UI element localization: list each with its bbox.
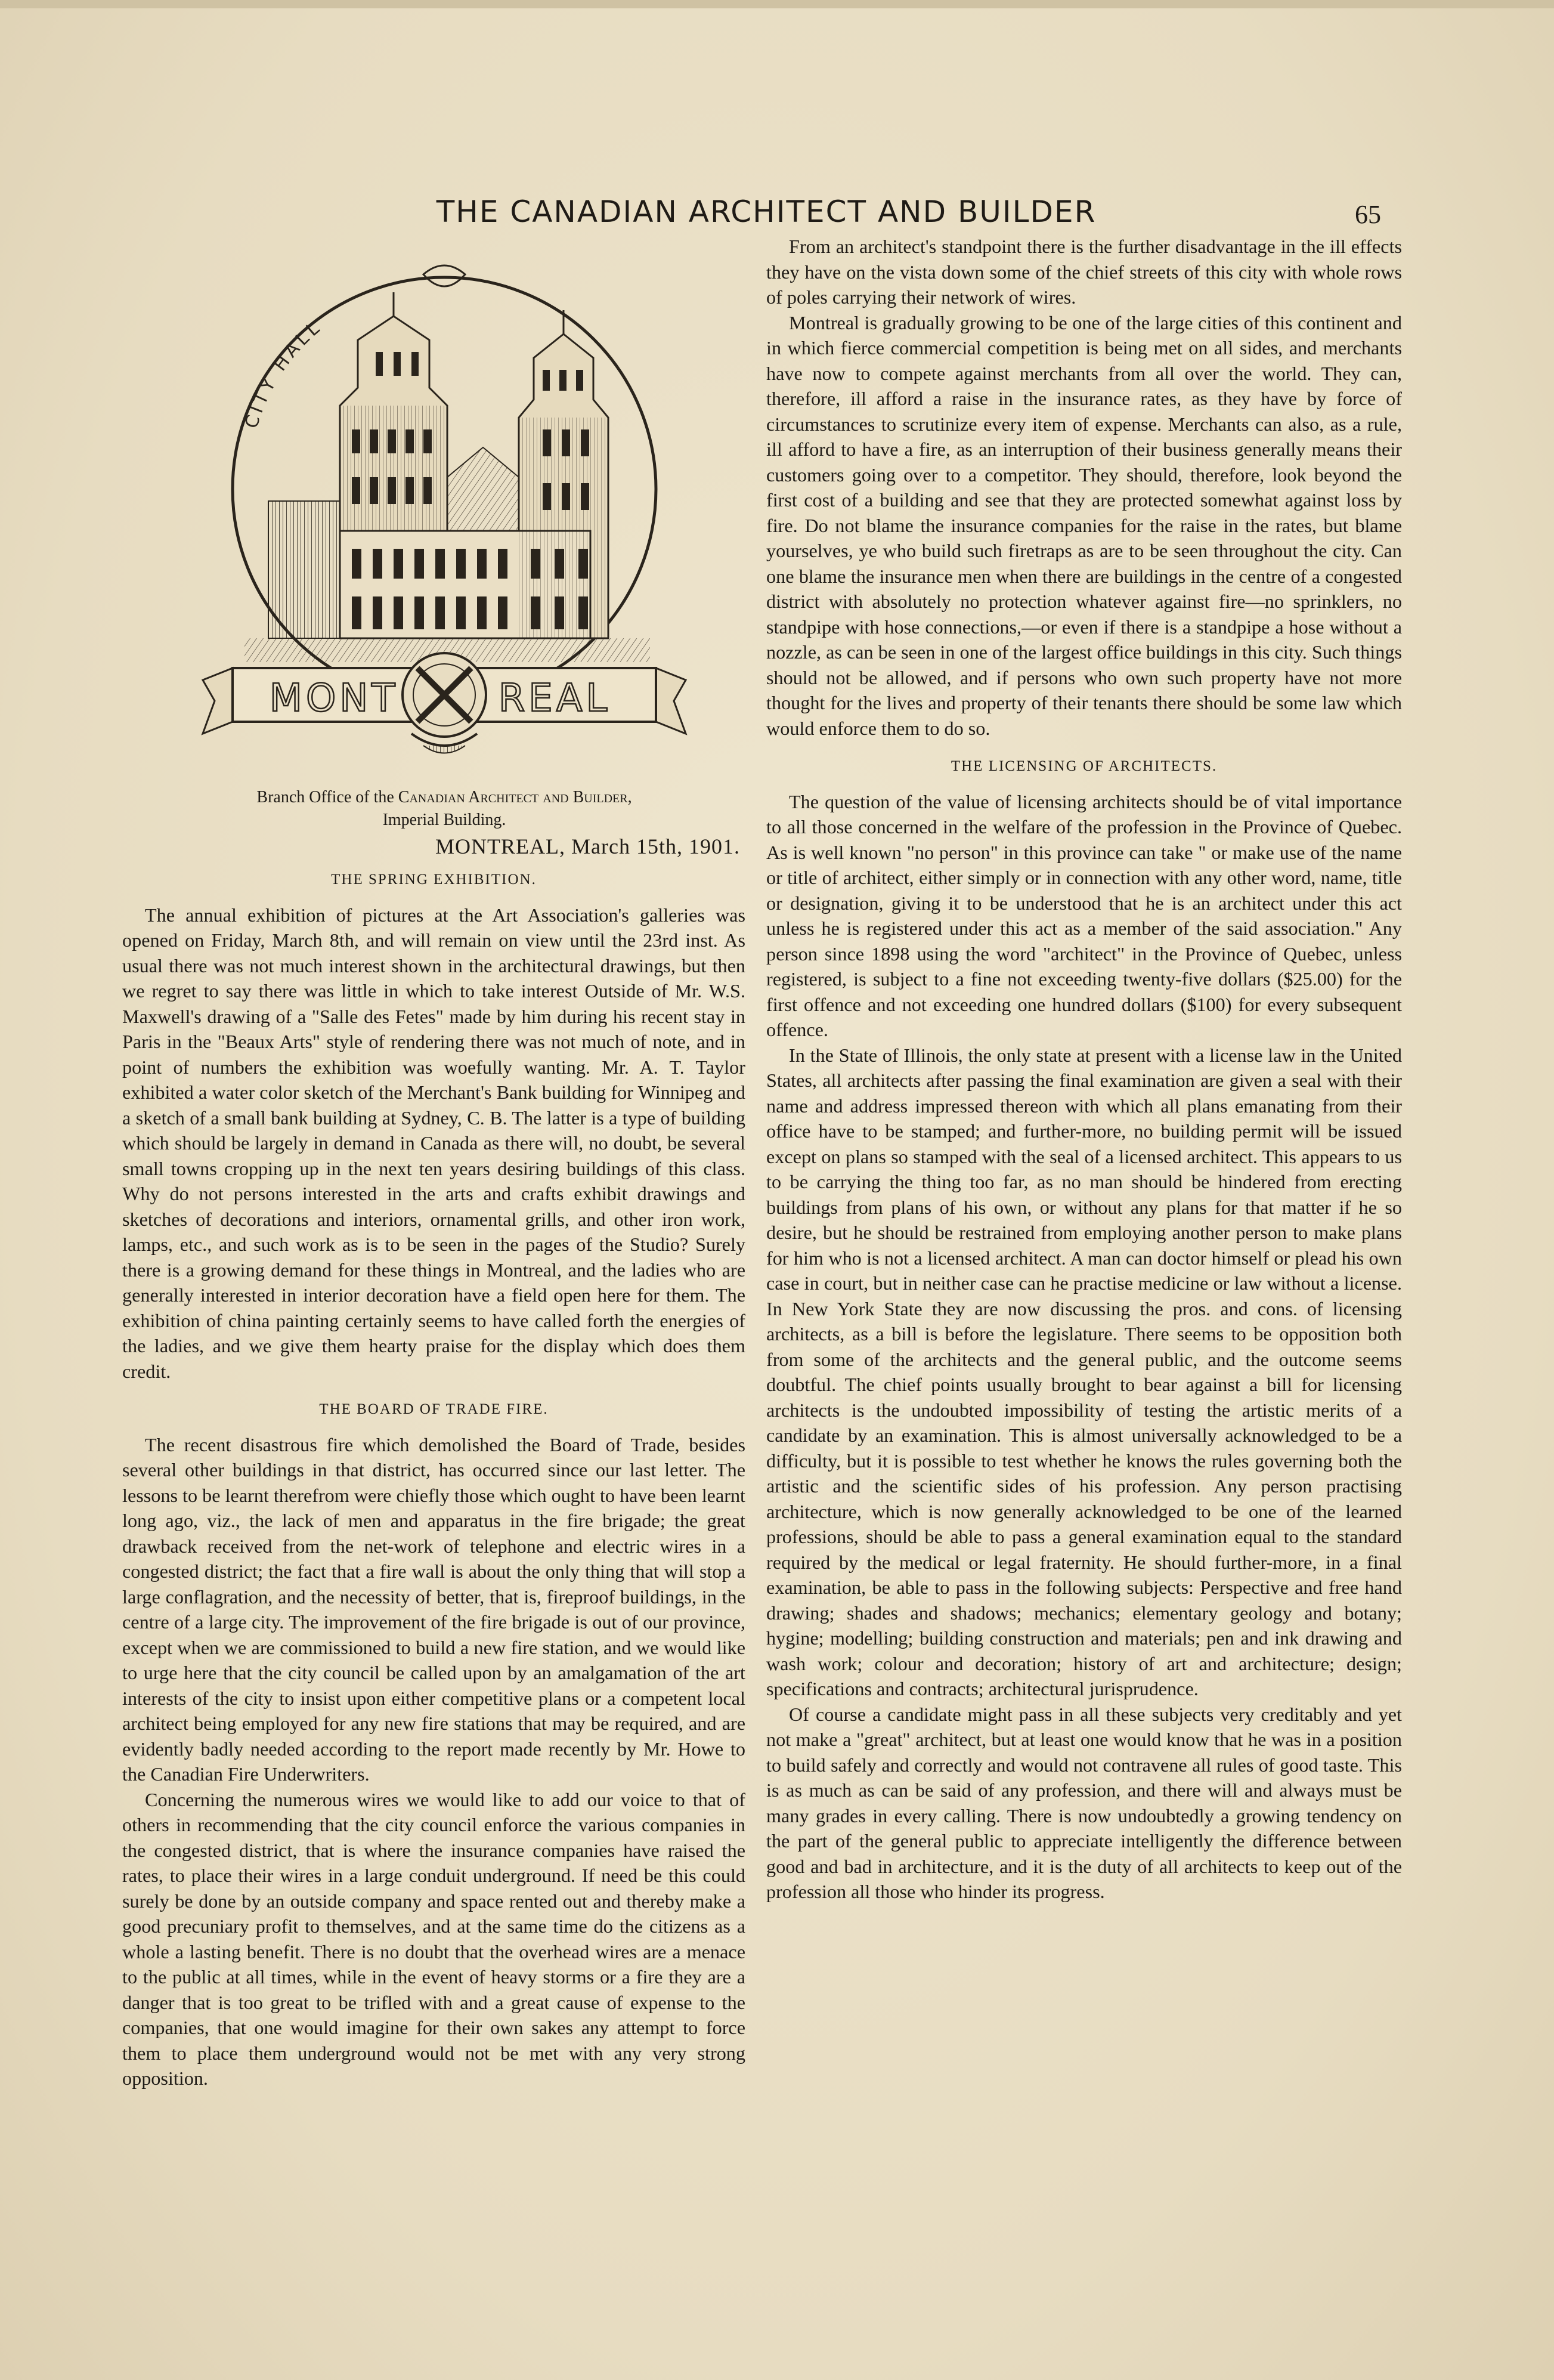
running-header: THE CANADIAN ARCHITECT AND BUILDER bbox=[436, 194, 1097, 229]
heading-board-of-trade-fire: THE BOARD OF TRADE FIRE. bbox=[319, 1401, 549, 1417]
page-top-edge bbox=[0, 0, 1554, 8]
paragraph-fire-2: Concerning the numerous wires we would like to add our voice to that of others in recommending that the city council enforce the various companies in the congested district, that is where the insurance companies have raised the rates, to place their wires in a large conduit underground. If need be this could surely be done by an outside company and space rented out and thereby make a good precuniary profit to themselves, and at the same time do the citizens as a whole a lasting benefit. There is no doubt that the overhead wires are a menace to the public at all times, while in the event of heavy storms or a fire they are a danger that is too great to be trifled with and a great cause of expense to the companies, that one would imagine for their own sakes any attempt to force them to place them underground would not be met with any very strong opposition. bbox=[122, 1788, 745, 2089]
city-hall-building bbox=[268, 292, 608, 638]
dateline: MONTREAL, March 15th, 1901. bbox=[435, 834, 740, 858]
caption-line2: Imperial Building. bbox=[382, 811, 506, 829]
banner-label-right: REAL bbox=[498, 676, 611, 721]
paragraph-licensing-1: The question of the value of licensing architects should be of vital importance to all those concerned in the welfare of the profession in the Province of Quebec. As is well known "no person" in this province can take " or make use of the name or title of architect, either simply or in connection with any other word, name, title or designation, giving it to be understood that he is an architect under this act unless he is registered under this act as a member of the said association." Any person since 1898 using the word "architect" in the Province of Quebec, unless registered, is subject to a fine not exceeding twenty-five dollars ($25.00) for the first offence and not exceeding one hundred dollars ($100) for every subsequent offence. bbox=[766, 790, 1402, 1040]
city-hall-arc-label: CITY HALL bbox=[241, 316, 326, 431]
city-hall-illustration bbox=[161, 251, 728, 787]
city-crest-emblem bbox=[403, 653, 486, 753]
paragraph-wires: From an architect's standpoint there is the further disadvantage in the ill effects they have on the vista down some of the chief streets of this city with whole rows of poles carrying their network of wires. bbox=[766, 236, 1402, 308]
caption-prefix: Branch Office of the bbox=[256, 788, 394, 806]
banner-label-left: MONT bbox=[269, 676, 399, 721]
paragraph-fire-1: The recent disastrous fire which demolished the Board of Trade, besides several other buildings in that district, has occurred since our last letter. The lessons to be learnt therefrom were chiefly those which ought to have been learnt long ago, viz., the lack of men and apparatus in the fire brigade; the great drawback received from the net-work of telephone and electric wires in a congested district; the fact that a fire wall is about the only thing that will stop a large conflagration, and the necessity of better, that is, fireproof buildings, in the centre of a large city. The improvement of the fire brigade is out of our province, except when we are commissioned to build a new fire station, and we would like to urge here that the city council be called upon by an amalgamation of the art interests of the city to insist upon either competitive plans or a competent local architect being employed for any new fire stations that may be required, and are evidently badly needed according to the report made recently by Mr. Howe to the Canadian Fire Underwriters. bbox=[122, 1433, 745, 1785]
illustration-caption bbox=[161, 786, 728, 832]
paragraph-licensing-2: In the State of Illinois, the only state at present with a license law in the United States, all architects after passing the final examination are given a seal with their name and address impressed thereon with which all plans emanating from their office have to be stamped; and further-more, no building permit will be issued except on plans so stamped with the seal of a licensed architect. This appears to us to be carrying the thing too far, as no man should be hindered from erecting buildings from plans of his own, or without any plans for that matter if he so desire, but he should be restrained from employing another person to make plans for him who is not a licensed architect. A man can doctor himself or plead his own case in court, but in neither case can he practise medicine or law without a license. In New York State they are now discussing the pros. and cons. of licensing architects, as a bill is before the legislature. There seems to be opposition both from some of the architects and the general public, and the outcome seems doubtful. The chief points usually brought to bear against a bill for licensing architects is the undoubted impossibility of testing the artistic merits of a candidate by an examination. This is almost universally acknowledged to be a difficulty, but it is possible to test whether he knows the rules governing both the artistic and the scientific sides of his profession. Any person practising architecture, which is now generally acknowledged to be one of the learned professions, should be able to pass a general examination equal to the standard required by the medical or legal fraternity. He should further-more, in a final examination, be able to pass in the following subjects: Perspective and free hand drawing; shades and shadows; mechanics; elementary geology and botany; hygine; modelling; building construction and materials; pen and ink drawing and wash work; colour and decoration; history of art and architecture; design; specifications and contracts; architectural jurisprudence. bbox=[766, 1044, 1402, 1699]
paragraph-spring-exhibition: The annual exhibition of pictures at the Art Association's galleries was opened on Friday, March 8th, and will remain on view until the 23rd inst. As usual there was not much interest shown in the architectural drawings, but then we regret to say there was little in which to take interest Outside of Mr. W.S. Maxwell's drawing of a "Salle des Fetes" made by him during his recent stay in Paris in the "Beaux Arts" style of rendering there was not much of note, and in point of numbers the exhibition was woefully wanting. Mr. A. T. Taylor exhibited a water color sketch of the Merchant's Bank building for Winnipeg and a sketch of a small bank building at Sydney, C. B. The latter is a type of building which should be largely in demand in Canada as there will, no doubt, be several small towns cropping up in the next ten years desiring buildings of this class. Why do not persons interested in the arts and crafts exhibit drawings and sketches of decorations and interiors, ornamental grills, and other iron work, lamps, etc., and such work as is to be seen in the pages of the Studio? Surely there is a growing demand for these things in Montreal, and the ladies who are generally interested in interior decoration have a field open here for them. The exhibition of china painting certainly seems to have called forth the energies of the ladies, and we give them hearty praise for the display which does them credit. bbox=[122, 904, 745, 1382]
paragraph-montreal: Montreal is gradually growing to be one of the large cities of this continent and in which fierce commercial competition is being met on all sides, and merchants have now to compete against merchants from all over the world. They can, therefore, ill afford a raise in the insurance rates, as they have by force of circumstances to scrutinize every item of expense. Merchants can also, as a rule, ill afford to have a fire, as an interruption of their business generally means their customers going over to a competitor. They should, therefore, look beyond the first cost of a building and see that they are protected somewhat against loss by fire. Do not blame the insurance companies for the raise in the rates, but blame yourselves, ye who build such firetraps as are to be seen throughout the city. Can one blame the insurance men when there are buildings in the centre of a congested district with absolutely no protection whatever against fire—no sprinklers, no standpipe with hose connections,—or even if there is a standpipe a hose without a nozzle, as can be seen in one of the largest office buildings in this city. Such things should not be allowed, and if persons who own such property have not more thought for the lives and property of their tenants there should be some law which would enforce them to do so. bbox=[766, 311, 1402, 739]
heading-spring-exhibition: THE SPRING EXHIBITION. bbox=[331, 871, 537, 888]
caption-journal: Canadian Architect and Builder, bbox=[398, 788, 632, 806]
paragraph-licensing-3: Of course a candidate might pass in all these subjects very creditably and yet not make a "great" architect, but at least one would know that he was in a position to build safely and correctly and would not contravene all rules of good taste. This is as much as can be said of any profession, and there will and always must be many grades in every calling. There is now undoubtedly a growing tendency on the part of the general public to appreciate intelligently the difference between good and bad in architecture, and it is the duty of all architects to keep out of the profession all those who hinder its progress. bbox=[766, 1703, 1402, 1902]
left-column bbox=[122, 864, 745, 2091]
right-column bbox=[766, 234, 1402, 1905]
page-number: 65 bbox=[1355, 200, 1381, 229]
heading-licensing: THE LICENSING OF ARCHITECTS. bbox=[951, 758, 1218, 774]
